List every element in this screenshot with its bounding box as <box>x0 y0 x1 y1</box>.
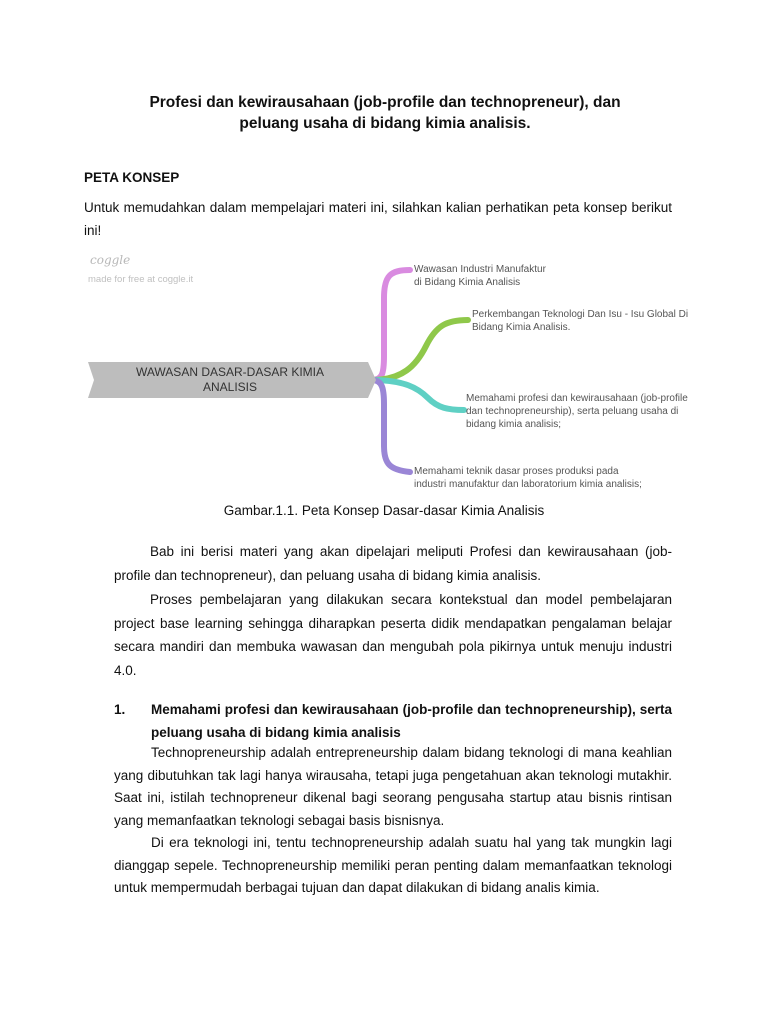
center-node-label-1: WAWASAN DASAR-DASAR KIMIA <box>135 365 325 379</box>
section-1-title: Memahami profesi dan kewirausahaan (job-profile dan technopreneurship), serta peluang usaha di bidang kimia analisis <box>151 702 672 740</box>
peta-konsep-intro: Untuk memudahkan dalam mempelajari materi ini, silahkan kalian perhatikan peta konsep berikut ini! <box>84 200 672 238</box>
section-1-body <box>114 742 672 900</box>
title-line-2: peluang usaha di bidang kimia analisis. <box>239 115 531 132</box>
coggle-logo: coggle <box>90 253 131 267</box>
peta-konsep-heading: PETA KONSEP <box>84 170 180 185</box>
center-node-label-2: ANALISIS <box>202 380 258 394</box>
paragraph-2 <box>114 588 672 682</box>
concept-map <box>84 248 724 498</box>
section-1-paragraph-1-text: Technopreneurship adalah entrepreneurship dalam bidang teknologi di mana keahlian yang dibutuhkan tak lagi hanya wirausaha, tetapi juga pengetahuan akan teknologi mutakhir. Saat ini, istilah technopreneur dikenal bagi seorang pengusaha startup atau bisnis rintisan yang memanfaatkan teknologi sebagai basis bisnisnya. <box>114 745 672 828</box>
branch-label-4b: industri manufaktur dan laboratorium kimia analisis; <box>414 479 642 490</box>
paragraph-1-text: Bab ini berisi materi yang akan dipelajari meliputi Profesi dan kewirausahaan (job-profile dan technopreneur), dan peluang usaha di bidang kimia analisis. <box>114 544 672 583</box>
branch-label-2a: Perkembangan Teknologi Dan Isu - Isu Global Di <box>472 309 689 320</box>
branch-line-1 <box>372 270 410 380</box>
coggle-subtitle: made for free at coggle.it <box>88 274 194 285</box>
section-1-paragraph-2-text: Di era teknologi ini, tentu technopreneurship adalah suatu hal yang tak mungkin lagi dianggap sepele. Technopreneurship memiliki peran penting dalam memanfaatkan teknologi untuk mempermudah berbagai tujuan dan dapat dilakukan di bidang analis kimia. <box>114 835 672 895</box>
section-1-paragraph-1 <box>114 742 672 832</box>
section-1-number: 1. <box>114 702 126 717</box>
figure-caption: Gambar.1.1. Peta Konsep Dasar-dasar Kimia Analisis <box>223 503 545 518</box>
branch-label-1a: Wawasan Industri Manufaktur <box>414 264 546 275</box>
branch-label-3a: Memahami profesi dan kewirausahaan (job-profile <box>466 393 688 404</box>
branch-line-4 <box>372 380 410 472</box>
section-1-paragraph-2 <box>114 832 672 900</box>
branch-label-3c: bidang kimia analisis; <box>466 419 562 430</box>
title-line-1: Profesi dan kewirausahaan (job-profile dan technopreneur), dan <box>149 94 621 111</box>
branch-label-1b: di Bidang Kimia Analisis <box>414 277 521 288</box>
branch-label-4a: Memahami teknik dasar proses produksi pada <box>414 466 619 477</box>
branch-label-2b: Bidang Kimia Analisis. <box>472 322 571 333</box>
paragraph-1 <box>114 540 672 587</box>
paragraph-2-text: Proses pembelajaran yang dilakukan secara kontekstual dan model pembelajaran project base learning sehingga diharapkan peserta didik mendapatkan pengalaman belajar secara mandiri dan membuka wawasan dan mengubah pola pikirnya untuk menuju industri 4.0. <box>114 592 672 678</box>
document-title <box>90 92 680 134</box>
section-1-heading <box>114 698 672 744</box>
branch-label-3b: dan technopreneurship), serta peluang usaha di <box>466 406 679 417</box>
